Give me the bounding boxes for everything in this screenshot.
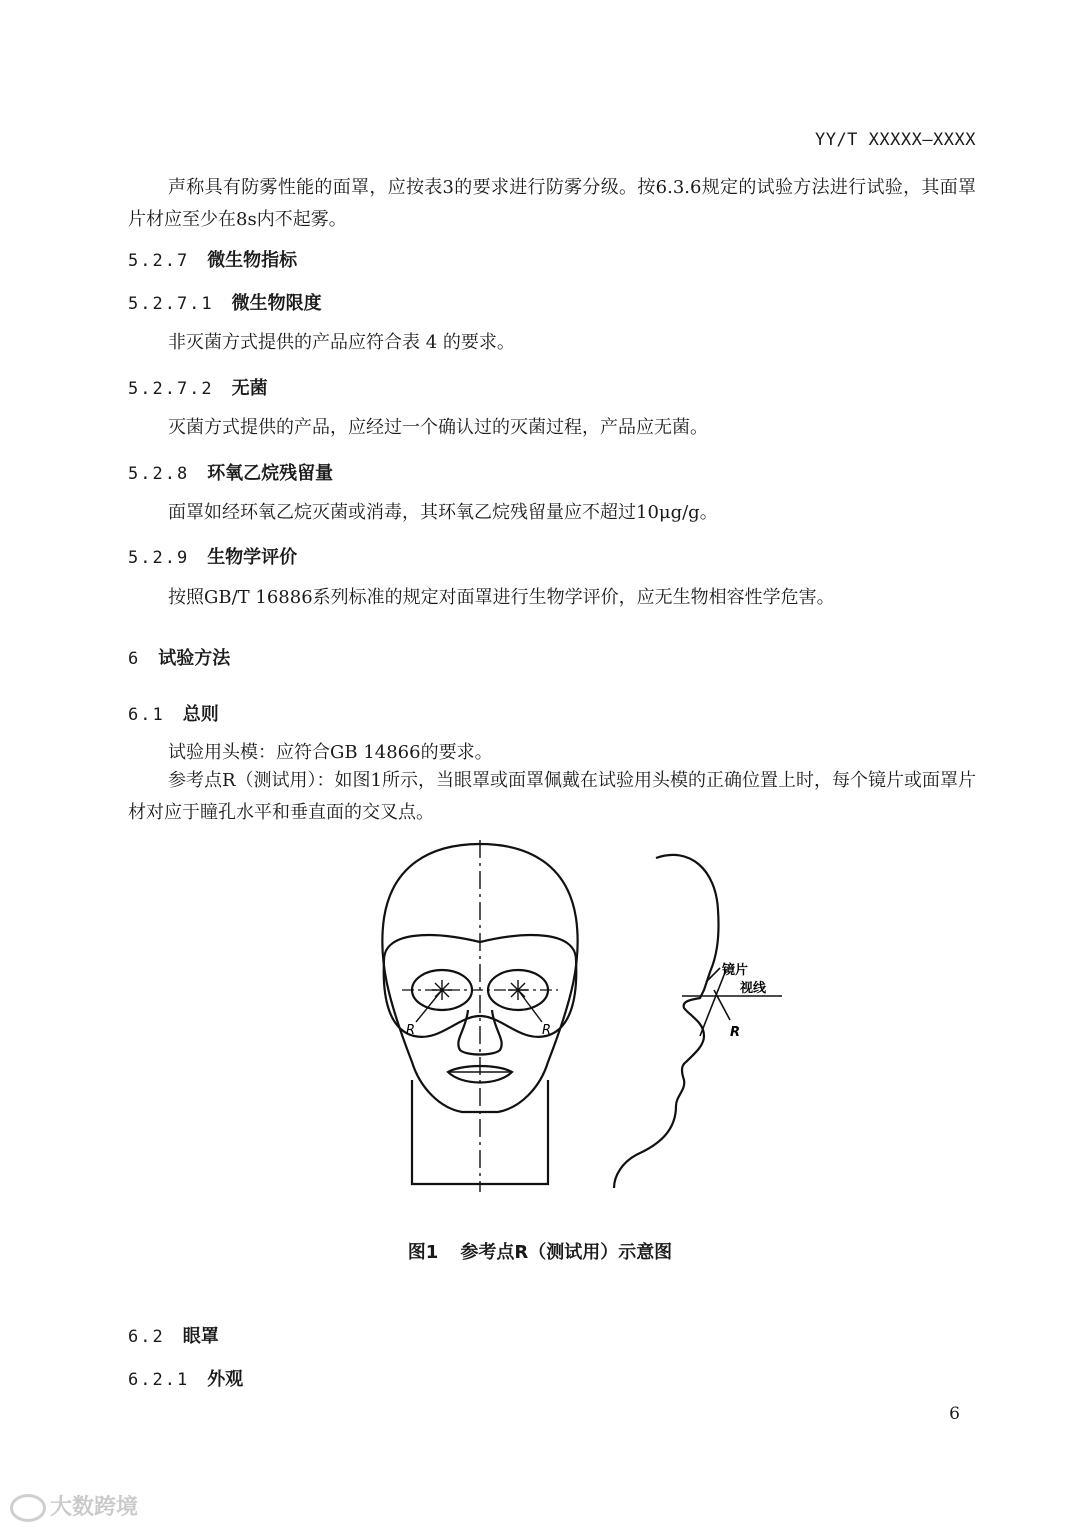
heading-number: 5.2.9 bbox=[128, 548, 190, 568]
paragraph-5-2-8: 面罩如经环氧乙烷灭菌或消毒，其环氧乙烷残留量应不超过10μg/g。 bbox=[168, 502, 718, 523]
figure-reference-point-diagram bbox=[370, 840, 790, 1200]
heading-number: 5.2.7.1 bbox=[128, 294, 214, 314]
heading-5-2-7-1 bbox=[128, 289, 322, 315]
heading-title: 微生物指标 bbox=[207, 250, 298, 271]
heading-title: 生物学评价 bbox=[207, 547, 298, 568]
heading-number: 6.2.1 bbox=[128, 1370, 190, 1390]
paragraph-5-2-7-1: 非灭菌方式提供的产品应符合表 4 的要求。 bbox=[168, 332, 515, 353]
heading-number: 5.2.8 bbox=[128, 464, 190, 484]
heading-title: 微生物限度 bbox=[231, 293, 322, 314]
paragraph-6-1-reference-point: 参考点R（测试用）：如图1所示，当眼罩或面罩佩戴在试验用头模的正确位置上时，每个镜片或面罩片材对应于瞳孔水平和垂直面的交叉点。 bbox=[128, 770, 977, 823]
label-lens: 镜片 bbox=[722, 963, 749, 978]
heading-title: 眼罩 bbox=[182, 1326, 219, 1347]
heading-title: 无菌 bbox=[231, 378, 268, 399]
heading-number: 6.2 bbox=[128, 1327, 165, 1347]
paragraph-5-2-9: 按照GB/T 16886系列标准的规定对面罩进行生物学评价，应无生物相容性学危害。 bbox=[168, 587, 835, 608]
paragraph-6-1-head-model: 试验用头模：应符合GB 14866的要求。 bbox=[168, 742, 493, 763]
paragraph-antifog: 声称具有防雾性能的面罩，应按表3的要求进行防雾分级。按6.3.6规定的试验方法进行试验，其面罩片材应至少在8s内不起雾。 bbox=[128, 177, 976, 230]
figure-caption bbox=[0, 1238, 1080, 1264]
heading-5-2-7-2 bbox=[128, 374, 268, 400]
heading-5-2-8 bbox=[128, 459, 333, 485]
heading-title: 环氧乙烷残留量 bbox=[207, 463, 334, 484]
heading-6-2 bbox=[128, 1322, 219, 1348]
label-sightline: 视线 bbox=[740, 981, 767, 996]
heading-number: 5.2.7 bbox=[128, 251, 190, 271]
label-r-left: R bbox=[406, 1023, 416, 1038]
heading-title: 总则 bbox=[182, 704, 219, 725]
heading-number: 5.2.7.2 bbox=[128, 379, 214, 399]
page-number: 6 bbox=[949, 1404, 960, 1424]
side-profile-outline bbox=[614, 855, 719, 1188]
heading-title: 试验方法 bbox=[158, 648, 231, 669]
figure-number: 图1 bbox=[407, 1242, 439, 1263]
heading-number: 6 bbox=[128, 649, 141, 669]
label-r-right: R bbox=[542, 1023, 552, 1038]
label-r-side: R bbox=[730, 1025, 741, 1040]
heading-6-1 bbox=[128, 700, 219, 726]
heading-5-2-9 bbox=[128, 543, 297, 569]
watermark-logo-icon bbox=[10, 1494, 46, 1522]
paragraph-5-2-7-2: 灭菌方式提供的产品，应经过一个确认过的灭菌过程，产品应无菌。 bbox=[168, 417, 708, 438]
heading-6 bbox=[128, 644, 230, 670]
heading-title: 外观 bbox=[207, 1369, 244, 1390]
document-id: YY/T XXXXX—XXXX bbox=[814, 130, 976, 150]
watermark bbox=[10, 1490, 138, 1522]
watermark-text: 大数跨境 bbox=[50, 1495, 139, 1520]
heading-5-2-7 bbox=[128, 246, 297, 272]
figure-title: 参考点R（测试用）示意图 bbox=[460, 1242, 673, 1263]
heading-6-2-1 bbox=[128, 1365, 243, 1391]
heading-number: 6.1 bbox=[128, 705, 165, 725]
